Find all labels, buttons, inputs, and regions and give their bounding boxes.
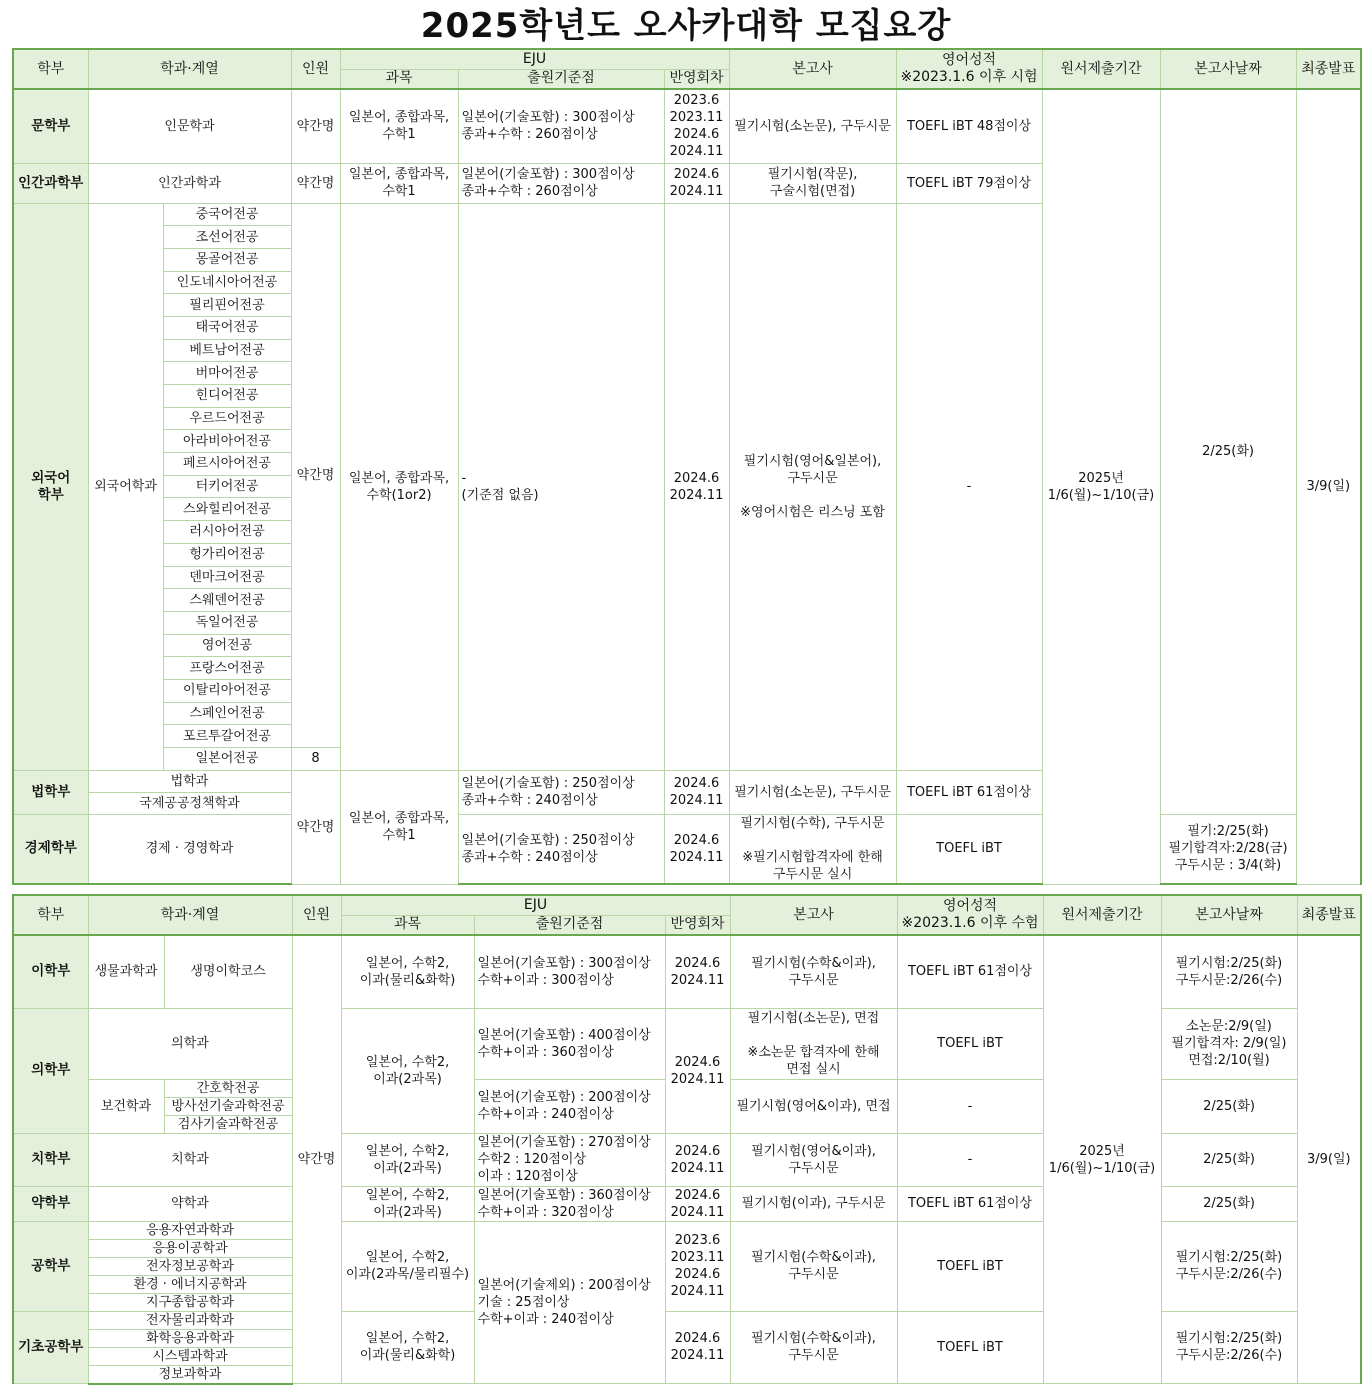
english-requirement: TOEFL iBT 61점이상	[897, 1186, 1043, 1221]
quota: 약간명	[291, 163, 340, 203]
major: 간호학전공	[164, 1079, 292, 1097]
eju-sessions: 2024.6 2024.11	[664, 770, 729, 814]
english-requirement: TOEFL iBT	[897, 1221, 1043, 1311]
faculty-pharmacy: 약학부	[13, 1186, 88, 1221]
exam-date: 필기시험:2/25(화) 구두시문:2/26(수)	[1161, 1221, 1297, 1311]
main-exam: 필기시험(수학&이과), 구두시문	[730, 1221, 897, 1311]
major: 덴마크어전공	[163, 566, 291, 589]
major: 몽골어전공	[163, 248, 291, 271]
header-exam-date: 본고사날짜	[1161, 895, 1297, 935]
main-exam: 필기시험(소논문), 구두시문	[729, 770, 896, 814]
department: 전자물리과학과	[88, 1311, 292, 1329]
department-law: 법학과	[88, 770, 291, 792]
main-exam: 필기시험(소논문), 면접 ※소논문 합격자에 한해 면접 실시	[730, 1008, 897, 1079]
header-eju: EJU	[340, 49, 729, 69]
eju-criteria: 일본어(기술포함) : 250점이상 종과+수학 : 240점이상	[458, 770, 664, 814]
exam-date: 소논문:2/9(일) 필기합격자: 2/9(일) 면접:2/10(월)	[1161, 1008, 1297, 1079]
major: 우르드어전공	[163, 407, 291, 430]
header-faculty: 학부	[13, 49, 88, 89]
eju-subjects: 일본어, 종합과목, 수학(1or2)	[340, 203, 458, 770]
quota: 약간명	[291, 203, 340, 748]
major: 조선어전공	[163, 226, 291, 249]
major: 이탈리아어전공	[163, 679, 291, 702]
main-exam: 필기시험(영어&일본어), 구두시문 ※영어시험은 리스닝 포함	[729, 203, 896, 770]
exam-date: 필기:2/25(화) 필기합격자:2/28(금) 구두시문 : 3/4(화)	[1160, 814, 1296, 884]
eju-criteria: 일본어(기술포함) : 300점이상 종과+수학 : 260점이상	[458, 89, 664, 163]
exam-date: 필기시험:2/25(화) 구두시문:2/26(수)	[1161, 935, 1297, 1008]
department-public-policy: 국제공공정책학과	[88, 792, 291, 814]
major: 아라비아어전공	[163, 430, 291, 453]
quota-japanese: 8	[291, 748, 340, 771]
eju-sessions: 2024.6 2024.11	[665, 1133, 730, 1186]
eju-criteria: 일본어(기술제외) : 200점이상 기술 : 25점이상 수학+이과 : 240점이상	[474, 1221, 665, 1384]
main-exam: 필기시험(영어&이과), 구두시문	[730, 1133, 897, 1186]
faculty-medicine: 의학부	[13, 1008, 88, 1133]
major: 스페인어전공	[163, 702, 291, 725]
eju-subjects: 일본어, 수학2, 이과(2과목/물리필수)	[341, 1221, 474, 1311]
faculty-letters: 문학부	[13, 89, 88, 163]
eju-criteria: 일본어(기술포함) : 200점이상 수학+이과 : 240점이상	[474, 1079, 665, 1133]
eju-sessions: 2024.6 2024.11	[664, 814, 729, 884]
major: 헝가리어전공	[163, 543, 291, 566]
eju-sessions: 2024.6 2024.11	[665, 1008, 730, 1133]
english-requirement: -	[897, 1133, 1043, 1186]
header-faculty: 학부	[13, 895, 88, 935]
faculty-human-sciences: 인간과학부	[13, 163, 88, 203]
header-quota: 인원	[292, 895, 341, 935]
faculty-engineering: 공학부	[13, 1221, 88, 1311]
page-title: 2025학년도 오사카대학 모집요강	[420, 6, 952, 46]
eju-sessions: 2024.6 2024.11	[665, 1186, 730, 1221]
faculty-science: 이학부	[13, 935, 88, 1008]
header-eju-subjects: 과목	[340, 69, 458, 89]
major-japanese: 일본어전공	[163, 748, 291, 771]
department: 응용이공학과	[88, 1239, 292, 1257]
eju-criteria: 일본어(기술포함) : 250점이상 종과+수학 : 240점이상	[458, 814, 664, 884]
eju-criteria: 일본어(기술포함) : 400점이상 수학+이과 : 360점이상	[474, 1008, 665, 1079]
admissions-table-humanities	[12, 48, 1362, 885]
header-main-exam: 본고사	[729, 49, 896, 89]
english-requirement: TOEFL iBT 61점이상	[896, 770, 1042, 814]
exam-date: 2/25(화)	[1161, 1079, 1297, 1133]
eju-sessions: 2023.6 2023.11 2024.6 2024.11	[665, 1221, 730, 1311]
english-requirement: TOEFL iBT 61점이상	[897, 935, 1043, 1008]
eju-criteria: 일본어(기술포함) : 270점이상 수학2 : 120점이상 이과 : 120점이상	[474, 1133, 665, 1186]
major: 러시아어전공	[163, 521, 291, 544]
major: 힌디어전공	[163, 385, 291, 408]
header-application-period: 원서제출기간	[1043, 895, 1161, 935]
major: 검사기술과학전공	[164, 1115, 292, 1133]
department-dentistry: 치학과	[88, 1133, 292, 1186]
english-requirement: TOEFL iBT 48점이상	[896, 89, 1042, 163]
header-eju: EJU	[341, 895, 730, 915]
faculty-law: 법학부	[13, 770, 88, 814]
final-result: 3/9(일)	[1296, 89, 1361, 884]
department-biology: 생물과학과	[88, 935, 164, 1008]
exam-date: 필기시험:2/25(화) 구두시문:2/26(수)	[1161, 1311, 1297, 1384]
quota: 약간명	[292, 935, 341, 1384]
eju-criteria: - (기준점 없음)	[458, 203, 664, 770]
faculty-economics: 경제학부	[13, 814, 88, 884]
faculty-basic-engineering: 기초공학부	[13, 1311, 88, 1384]
eju-subjects: 일본어, 수학2, 이과(2과목)	[341, 1008, 474, 1133]
main-exam: 필기시험(수학), 구두시문 ※필기시험합격자에 한해 구두시문 실시	[729, 814, 896, 884]
header-eju-sessions: 반영회차	[664, 69, 729, 89]
major: 페르시아어전공	[163, 453, 291, 476]
major: 중국어전공	[163, 203, 291, 226]
department: 화학응용과학과	[88, 1329, 292, 1347]
english-requirement: TOEFL iBT	[897, 1008, 1043, 1079]
department: 전자정보공학과	[88, 1257, 292, 1275]
main-exam: 필기시험(작문), 구술시험(면접)	[729, 163, 896, 203]
eju-subjects: 일본어, 종합과목, 수학1	[340, 163, 458, 203]
eju-criteria: 일본어(기술포함) : 300점이상 수학+이과 : 300점이상	[474, 935, 665, 1008]
main-exam: 필기시험(수학&이과), 구두시문	[730, 1311, 897, 1384]
english-requirement: TOEFL iBT	[897, 1311, 1043, 1384]
major: 스와힐리어전공	[163, 498, 291, 521]
department-human-sciences: 인간과학과	[88, 163, 291, 203]
main-exam: 필기시험(영어&이과), 면접	[730, 1079, 897, 1133]
department: 정보과학과	[88, 1365, 292, 1384]
quota: 약간명	[291, 770, 340, 884]
eju-subjects: 일본어, 수학2, 이과(2과목)	[341, 1133, 474, 1186]
header-final-result: 최종발표	[1297, 895, 1361, 935]
header-department: 학과·계열	[88, 49, 291, 89]
major: 필리핀어전공	[163, 294, 291, 317]
header-english: 영어성적 ※2023.1.6 이후 시험	[896, 49, 1042, 89]
department-humanities: 인문학과	[88, 89, 291, 163]
eju-sessions: 2024.6 2024.11	[664, 163, 729, 203]
english-requirement: TOEFL iBT	[896, 814, 1042, 884]
major: 버마어전공	[163, 362, 291, 385]
department: 지구종합공학과	[88, 1293, 292, 1311]
application-period: 2025년 1/6(월)~1/10(금)	[1042, 89, 1160, 884]
department-pharmacy: 약학과	[88, 1186, 292, 1221]
header-main-exam: 본고사	[730, 895, 897, 935]
exam-date: 2/25(화)	[1161, 1186, 1297, 1221]
main-exam: 필기시험(수학&이과), 구두시문	[730, 935, 897, 1008]
header-application-period: 원서제출기간	[1042, 49, 1160, 89]
main-exam: 필기시험(소논문), 구두시문	[729, 89, 896, 163]
header-final-result: 최종발표	[1296, 49, 1361, 89]
header-exam-date: 본고사날짜	[1160, 49, 1296, 89]
faculty-foreign-studies: 외국어 학부	[13, 203, 88, 770]
header-eju-subjects: 과목	[341, 915, 474, 935]
header-quota: 인원	[291, 49, 340, 89]
english-requirement: -	[896, 203, 1042, 770]
exam-date: 2/25(화)	[1160, 89, 1296, 814]
major: 태국어전공	[163, 316, 291, 339]
exam-date: 2/25(화)	[1161, 1133, 1297, 1186]
department-health: 보건학과	[88, 1079, 164, 1133]
quota: 약간명	[291, 89, 340, 163]
department: 환경 · 에너지공학과	[88, 1275, 292, 1293]
english-requirement: TOEFL iBT 79점이상	[896, 163, 1042, 203]
major: 베트남어전공	[163, 339, 291, 362]
course-life-science: 생명이학코스	[164, 935, 292, 1008]
major: 방사선기술과학전공	[164, 1097, 292, 1115]
department: 시스템과학과	[88, 1347, 292, 1365]
english-requirement: -	[897, 1079, 1043, 1133]
major: 독일어전공	[163, 611, 291, 634]
major: 포르투갈어전공	[163, 725, 291, 748]
header-english: 영어성적 ※2023.1.6 이후 수험	[897, 895, 1043, 935]
eju-criteria: 일본어(기술포함) : 300점이상 종과+수학 : 260점이상	[458, 163, 664, 203]
eju-subjects: 일본어, 수학2, 이과(물리&화학)	[341, 935, 474, 1008]
department-foreign-studies: 외국어학과	[88, 203, 163, 770]
final-result: 3/9(일)	[1297, 935, 1361, 1384]
application-period: 2025년 1/6(월)~1/10(금)	[1043, 935, 1161, 1384]
header-eju-criteria: 출원기준점	[458, 69, 664, 89]
admissions-table-sciences	[12, 894, 1362, 1385]
major: 터키어전공	[163, 475, 291, 498]
major: 스웨덴어전공	[163, 589, 291, 612]
eju-sessions: 2023.6 2023.11 2024.6 2024.11	[664, 89, 729, 163]
department-economics: 경제 · 경영학과	[88, 814, 291, 884]
department-medicine: 의학과	[88, 1008, 292, 1079]
department: 응용자연과학과	[88, 1221, 292, 1239]
eju-sessions: 2024.6 2024.11	[665, 1311, 730, 1384]
eju-subjects: 일본어, 수학2, 이과(물리&화학)	[341, 1311, 474, 1384]
major: 프랑스어전공	[163, 657, 291, 680]
major: 영어전공	[163, 634, 291, 657]
eju-sessions: 2024.6 2024.11	[664, 203, 729, 770]
faculty-dentistry: 치학부	[13, 1133, 88, 1186]
eju-sessions: 2024.6 2024.11	[665, 935, 730, 1008]
eju-subjects: 일본어, 수학2, 이과(2과목)	[341, 1186, 474, 1221]
main-exam: 필기시험(이과), 구두시문	[730, 1186, 897, 1221]
header-department: 학과·계열	[88, 895, 292, 935]
eju-subjects: 일본어, 종합과목, 수학1	[340, 89, 458, 163]
eju-criteria: 일본어(기술포함) : 360점이상 수학+이과 : 320점이상	[474, 1186, 665, 1221]
major: 인도네시아어전공	[163, 271, 291, 294]
header-eju-sessions: 반영회차	[665, 915, 730, 935]
header-eju-criteria: 출원기준점	[474, 915, 665, 935]
eju-subjects: 일본어, 종합과목, 수학1	[340, 770, 458, 884]
